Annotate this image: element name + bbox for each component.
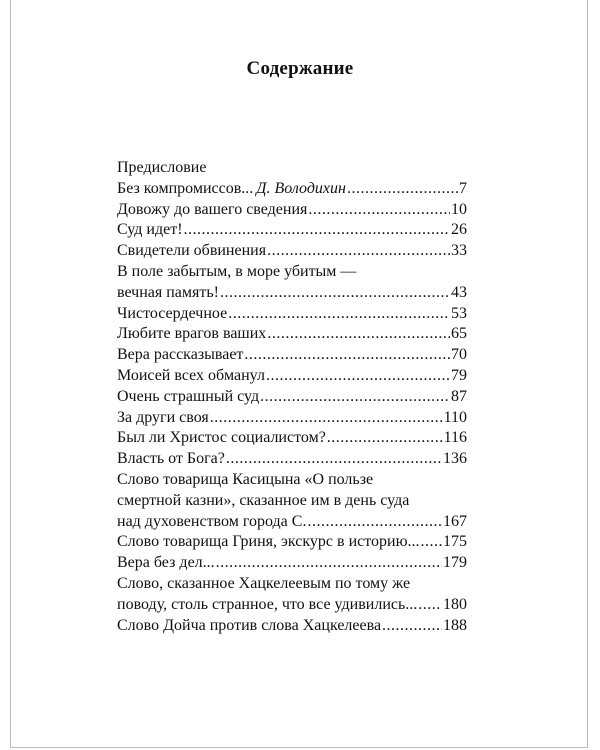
- toc-entry: [117, 532, 467, 553]
- toc-line: [117, 324, 467, 345]
- toc-entry-title: Без компромиссов...: [117, 179, 254, 197]
- toc-entry: [117, 324, 467, 345]
- toc-dot-leader: [307, 512, 442, 533]
- toc-page-number: 65: [451, 325, 467, 343]
- toc-dot-leader: [418, 595, 442, 616]
- toc-entry-title: Вера рассказывает: [117, 346, 244, 364]
- toc-page-number: 179: [443, 554, 467, 572]
- toc-entry-title: Довожу до вашего сведения: [117, 200, 308, 218]
- toc-page-number: 33: [451, 242, 467, 260]
- toc-dot-leader: [327, 428, 443, 449]
- toc-dot-leader: [260, 387, 450, 408]
- toc-line: [117, 491, 467, 512]
- toc-page-number: 87: [451, 387, 467, 405]
- toc-page-number: 188: [443, 616, 467, 634]
- toc-entry: [117, 553, 467, 574]
- toc-entry-title: Чистосердечное: [117, 304, 228, 322]
- toc-line: [117, 283, 467, 304]
- toc-page-number: 110: [443, 408, 467, 426]
- toc-entry-title: Свидетели обвинения: [117, 242, 267, 260]
- toc-entry-title: Моисей всех обманул: [117, 366, 265, 384]
- toc-dot-leader: [266, 366, 450, 387]
- toc-entry-title: Слово товарища Гриня, экскурс в историю...: [117, 533, 420, 551]
- toc-entry-title: Слово Дойча против слова Хацкелеева: [117, 616, 382, 634]
- toc-line: [117, 595, 467, 616]
- toc-page-number: 53: [451, 304, 467, 322]
- toc-entry-title: Слово, сказанное Хацкелеевым по тому же: [117, 574, 411, 592]
- toc-line: [117, 220, 467, 241]
- toc-line: [117, 387, 467, 408]
- toc-dot-leader: [308, 200, 450, 221]
- toc-entry-title: поводу, столь странное, что все удивились...: [117, 595, 418, 613]
- toc-line: [117, 428, 467, 449]
- toc-line: [117, 304, 467, 325]
- toc-entry-title: вечная память!: [117, 283, 219, 301]
- toc-page-number: 167: [443, 512, 467, 530]
- toc-line: [117, 200, 467, 221]
- toc-line: [117, 470, 467, 491]
- toc-page-number: 175: [443, 533, 467, 551]
- toc-page-number: 180: [443, 595, 467, 613]
- toc-dot-leader: [184, 220, 450, 241]
- toc-entry-title: За други своя: [117, 408, 209, 426]
- toc-entry-title: В поле забытым, в море убитым —: [117, 262, 357, 280]
- toc-entry-title: Был ли Христос социалистом?: [117, 429, 326, 447]
- toc-line: [117, 345, 467, 366]
- toc-line: [117, 574, 467, 595]
- toc-entry: [117, 345, 467, 366]
- toc-page-number: 116: [443, 429, 467, 447]
- toc-entry: [117, 449, 467, 470]
- toc-page-number: 43: [451, 283, 467, 301]
- toc-line: [117, 158, 467, 179]
- toc-dot-leader: [226, 449, 442, 470]
- toc-dot-leader: [347, 179, 458, 200]
- toc-entry: [117, 574, 467, 616]
- toc-line: [117, 179, 467, 200]
- toc-dot-leader: [210, 408, 443, 429]
- toc-entry-title: Вера без дел...: [117, 554, 215, 572]
- toc-page-number: 7: [459, 179, 467, 197]
- toc-entry-title: над духовенством города С.: [117, 512, 307, 530]
- toc-entry-title: Предисловие: [117, 159, 207, 176]
- toc-entry: [117, 158, 467, 179]
- toc-entry: [117, 304, 467, 325]
- toc-dot-leader: [382, 616, 442, 637]
- toc-entry: [117, 408, 467, 429]
- toc-dot-leader: [216, 553, 442, 574]
- toc-line: [117, 512, 467, 533]
- toc-entry-title: смертной казни», сказанное им в день суда: [117, 491, 410, 509]
- toc-dot-leader: [421, 532, 442, 553]
- toc-page-number: 136: [443, 450, 467, 468]
- toc-entry-title: Любите врагов ваших: [117, 325, 267, 343]
- toc-line: [117, 262, 467, 283]
- toc-line: [117, 366, 467, 387]
- toc-line: [117, 241, 467, 262]
- toc-dot-leader: [220, 283, 450, 304]
- toc-page-number: 10: [451, 200, 467, 218]
- toc-entry: [117, 262, 467, 304]
- toc-entry: [117, 428, 467, 449]
- toc-entry: [117, 220, 467, 241]
- toc-page-number: 79: [451, 366, 467, 384]
- toc-dot-leader: [228, 304, 450, 325]
- toc-dot-leader: [244, 345, 450, 366]
- toc-entry-title: Суд идет!: [117, 221, 183, 239]
- toc-line: [117, 408, 467, 429]
- toc-line: [117, 616, 467, 637]
- toc-entry: [117, 200, 467, 221]
- toc-page-number: 26: [451, 221, 467, 239]
- toc-entry-author: Д. Володихин: [256, 179, 346, 197]
- page-title: Содержание: [246, 58, 354, 79]
- toc-dot-leader: [267, 241, 450, 262]
- toc-entry: [117, 366, 467, 387]
- toc-dot-leader: [267, 324, 450, 345]
- toc-entry: [117, 241, 467, 262]
- toc-line: [117, 532, 467, 553]
- toc-entry-title: Очень страшный суд: [117, 387, 260, 405]
- toc-entry: [117, 179, 467, 200]
- toc-entry-title: Слово товарища Касицына «О пользе: [117, 470, 374, 488]
- toc-line: [117, 553, 467, 574]
- toc-line: [117, 449, 467, 470]
- toc-entry: [117, 470, 467, 532]
- toc-page-number: 70: [451, 346, 467, 364]
- toc-entry: [117, 616, 467, 637]
- toc-entry-title: Власть от Бога?: [117, 450, 225, 468]
- table-of-contents: [117, 158, 467, 636]
- toc-entry: [117, 387, 467, 408]
